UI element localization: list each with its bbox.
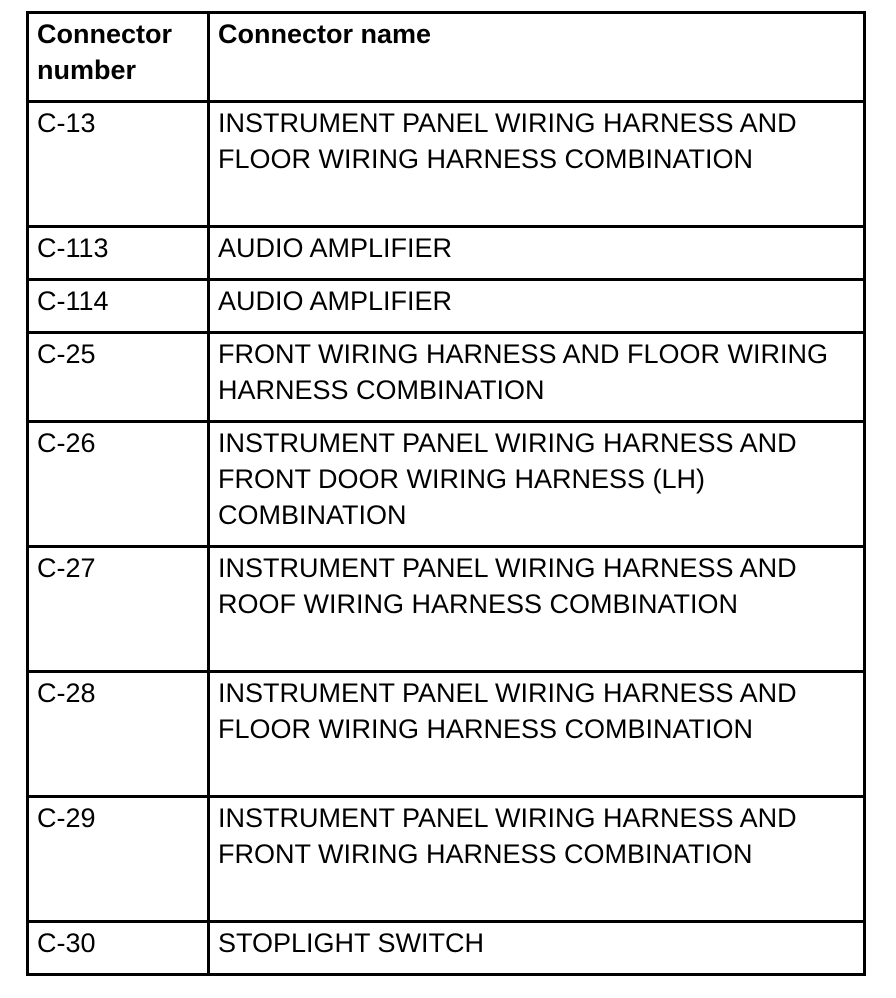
table-row [28, 797, 865, 922]
connector-name-cell: FRONT WIRING HARNESS AND FLOOR WIRING HARNESS COMBINATION [209, 333, 865, 422]
table-row [28, 227, 865, 280]
table-header-row [28, 13, 865, 102]
header-connector-number: Connector number [28, 13, 209, 102]
connector-number-cell: C-26 [28, 422, 209, 547]
connector-number-cell: C-27 [28, 547, 209, 672]
header-connector-name: Connector name [209, 13, 865, 102]
connector-name-cell: INSTRUMENT PANEL WIRING HARNESS AND FRONT DOOR WIRING HARNESS (LH) COMBINATION [209, 422, 865, 547]
connector-name-cell: STOPLIGHT SWITCH [209, 922, 865, 975]
connector-table [26, 11, 866, 976]
connector-number-cell: C-13 [28, 102, 209, 227]
table-row [28, 280, 865, 333]
connector-name-cell: AUDIO AMPLIFIER [209, 280, 865, 333]
connector-number-cell: C-114 [28, 280, 209, 333]
table-row [28, 333, 865, 422]
connector-number-cell: C-25 [28, 333, 209, 422]
connector-number-cell: C-28 [28, 672, 209, 797]
table-row [28, 547, 865, 672]
table-row [28, 102, 865, 227]
connector-name-cell: INSTRUMENT PANEL WIRING HARNESS AND FLOOR WIRING HARNESS COMBINATION [209, 102, 865, 227]
table-row [28, 422, 865, 547]
table-row [28, 922, 865, 975]
connector-name-cell: INSTRUMENT PANEL WIRING HARNESS AND FLOOR WIRING HARNESS COMBINATION [209, 672, 865, 797]
connector-number-cell: C-29 [28, 797, 209, 922]
connector-name-cell: INSTRUMENT PANEL WIRING HARNESS AND ROOF WIRING HARNESS COMBINATION [209, 547, 865, 672]
connector-name-cell: AUDIO AMPLIFIER [209, 227, 865, 280]
connector-number-cell: C-30 [28, 922, 209, 975]
connector-name-cell: INSTRUMENT PANEL WIRING HARNESS AND FRONT WIRING HARNESS COMBINATION [209, 797, 865, 922]
table-row [28, 672, 865, 797]
connector-number-cell: C-113 [28, 227, 209, 280]
